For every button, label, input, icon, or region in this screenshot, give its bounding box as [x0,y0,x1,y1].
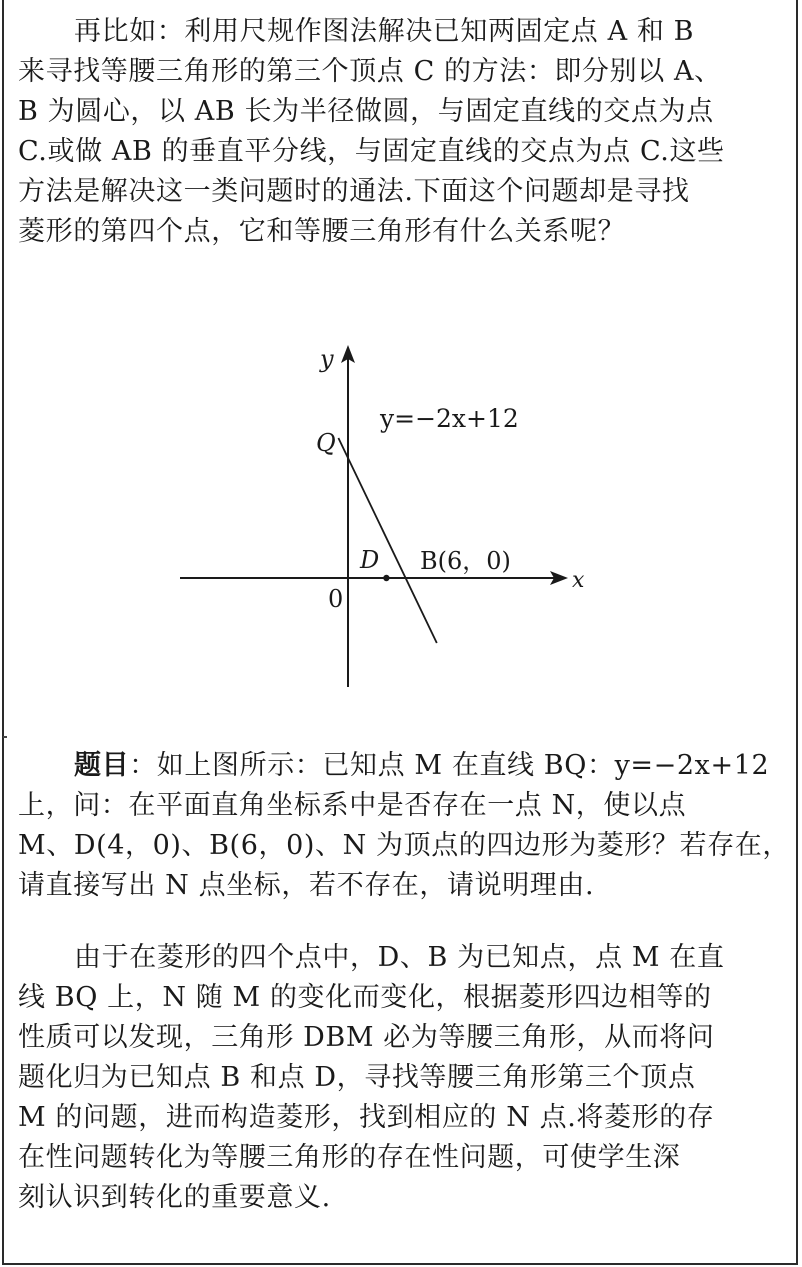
origin-label: 0 [328,585,344,613]
intro-paragraph [18,12,788,252]
problem-first-line [18,746,788,786]
intro-line: 来寻找等腰三角形的第三个顶点 C 的方法：即分别以 A、 [18,56,722,87]
problem-line: 上，问：在平面直角坐标系中是否存在一点 N，使以点 [18,790,687,821]
analysis-line: 线 BQ 上，N 随 M 的变化而变化，根据菱形四边相等的 [18,982,712,1013]
coordinate-figure [170,335,600,695]
intro-line: 菱形的第四个点，它和等腰三角形有什么关系呢？ [18,216,626,247]
problem-line: ：如上图所示：已知点 M 在直线 BQ：y=−2x+12 [129,750,770,781]
analysis-line: 由于在菱形的四个点中，D、B 为已知点，点 M 在直 [74,942,725,973]
analysis-line: 性质可以发现，三角形 DBM 必为等腰三角形，从而将问 [18,1022,715,1053]
problem-paragraph [18,746,788,906]
intro-line: B 为圆心，以 AB 长为半径做圆，与固定直线的交点为点 [18,96,714,127]
analysis-line: 刻认识到转化的重要意义. [18,1182,331,1213]
point-d-marker [383,575,389,581]
figure-svg [170,335,600,695]
analysis-line: 在性问题转化为等腰三角形的存在性问题，可使学生深 [18,1142,681,1173]
d-label: D [360,546,380,574]
scan-mark [3,736,7,738]
problem-line: 请直接写出 N 点坐标，若不存在，请说明理由. [18,870,595,901]
problem-lead-label: 题目 [74,750,130,781]
intro-line: 方法是解决这一类问题时的通法.下面这个问题却是寻找 [18,176,690,207]
analysis-line: M 的问题，进而构造菱形，找到相应的 N 点.将菱形的存 [18,1102,715,1133]
analysis-paragraph [18,938,788,1218]
line-bq [338,438,436,643]
line-equation-label: y=−2x+12 [380,404,519,433]
b-label: B(6，0) [420,547,511,575]
y-axis-label: y [320,345,334,373]
analysis-line: 题化归为已知点 B 和点 D，寻找等腰三角形第三个顶点 [18,1062,696,1093]
x-axis-label: x [572,568,585,593]
intro-line: C.或做 AB 的垂直平分线，与固定直线的交点为点 C.这些 [18,136,725,167]
problem-line: M、D(4，0)、B(6，0)、N 为顶点的四边形为菱形？若存在， [18,830,790,861]
intro-line: 再比如：利用尺规作图法解决已知两固定点 A 和 B [74,16,695,47]
q-label: Q [316,429,336,457]
